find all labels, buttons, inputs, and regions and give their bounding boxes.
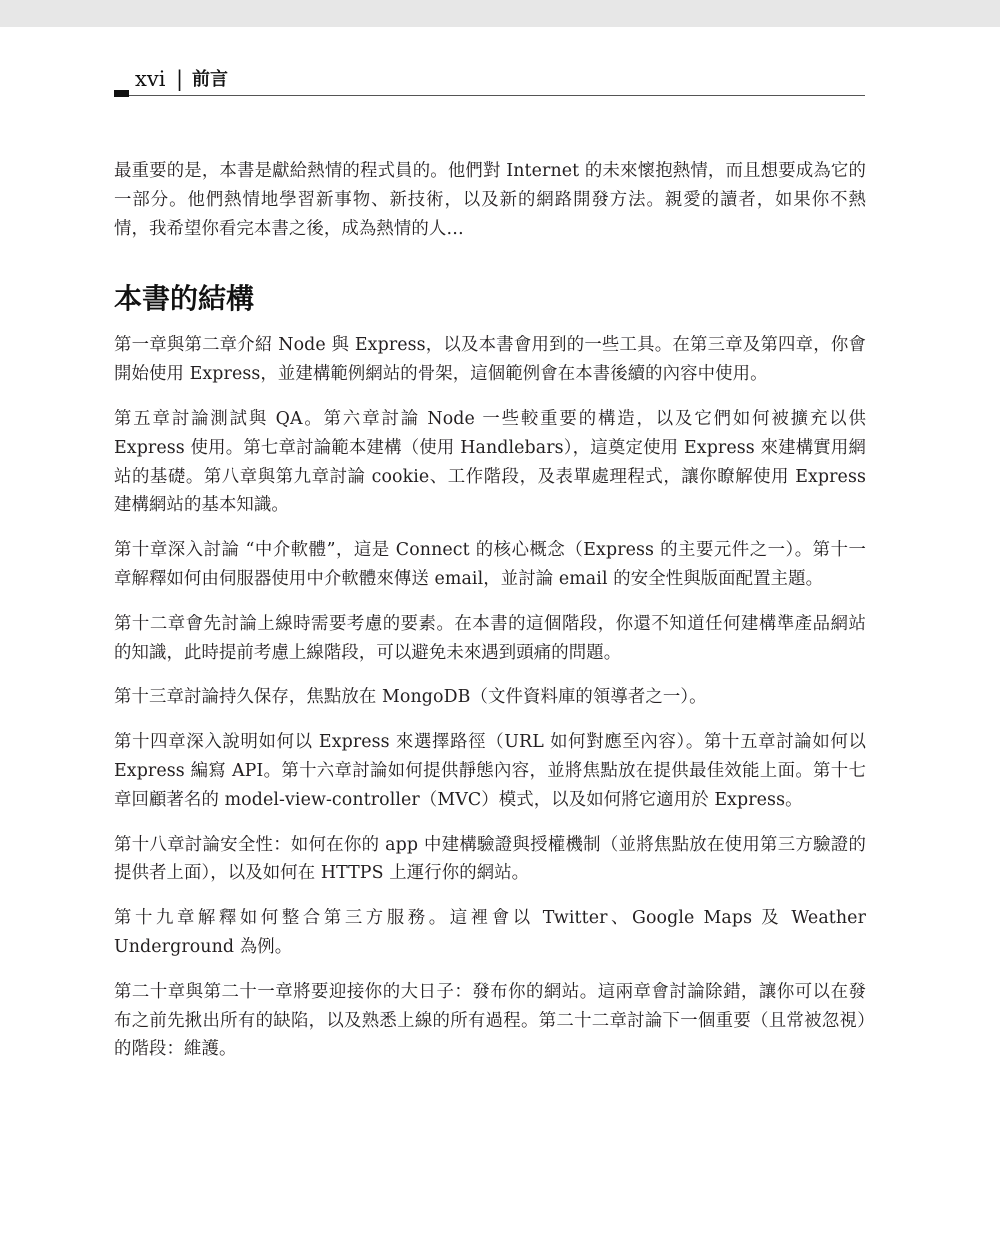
body-paragraph: 第二十章與第二十一章將要迎接你的大日子：發布你的網站。這兩章會討論除錯，讓你可以在發布之前先揪出所有的缺陷，以及熟悉上線的所有過程。第二十二章討論下一個重要（且常被忽視）的階段：維護。: [114, 981, 866, 1060]
header-marker: [114, 90, 129, 97]
chapter-title: 前言: [192, 69, 228, 90]
section-heading: 本書的結構: [114, 282, 255, 316]
body-paragraph: 第十九章解釋如何整合第三方服務。這裡會以 Twitter、Google Maps 及 Weather Underground 為例。: [114, 908, 866, 957]
body-paragraph: 第十三章討論持久保存，焦點放在 MongoDB（文件資料庫的領導者之一）。: [114, 687, 707, 708]
page-content: [114, 157, 866, 1064]
top-band: [0, 0, 1000, 27]
page-number: xvi: [135, 67, 166, 91]
intro-paragraph: 最重要的是，本書是獻給熱情的程式員的。他們對 Internet 的未來懷抱熱情，而且想要成為它的一部分。他們熱情地學習新事物、新技術，以及新的網路開發方法。親愛的讀者，如果你不熱情，我希望你看完本書之後，成為熱情的人…: [114, 161, 866, 239]
body-paragraph: 第五章討論測試與 QA。第六章討論 Node 一些較重要的構造，以及它們如何被擴充以供 Express 使用。第七章討論範本建構（使用 Handlebars），這奠定使用 Express 來建構實用網站的基礎。第八章與第九章討論 cookie、工作階段，及表單處理程式，讓你瞭解使用 Express 建構網站的基本知識。: [114, 408, 866, 516]
body-paragraph: 第十八章討論安全性：如何在你的 app 中建構驗證與授權機制（並將焦點放在使用第三方驗證的提供者上面），以及如何在 HTTPS 上運行你的網站。: [114, 834, 866, 884]
body-paragraph: 第十二章會先討論上線時需要考慮的要素。在本書的這個階段，你還不知道任何建構準產品網站的知識，此時提前考慮上線階段，可以避免未來遇到頭痛的問題。: [114, 613, 866, 663]
body-paragraph: 第十四章深入說明如何以 Express 來選擇路徑（URL 如何對應至內容）。第十五章討論如何以 Express 編寫 API。第十六章討論如何提供靜態內容，並將焦點放在提供最佳效能上面。第十七章回顧著名的 model-view-controller（MVC）模式，以及如何將它適用於 Express。: [114, 732, 866, 810]
header-rule: [129, 95, 865, 96]
header-separator: |: [176, 67, 184, 91]
body-paragraph: 第一章與第二章介紹 Node 與 Express，以及本書會用到的一些工具。在第三章及第四章，你會開始使用 Express，並建構範例網站的骨架，這個範例會在本書後續的內容中使用。: [114, 335, 866, 385]
body-paragraph: 第十章深入討論 “中介軟體”，這是 Connect 的核心概念（Express 的主要元件之一）。第十一章解釋如何由伺服器使用中介軟體來傳送 email，並討論 email 的安全性與版面配置主題。: [114, 540, 866, 589]
running-header: [114, 60, 865, 98]
